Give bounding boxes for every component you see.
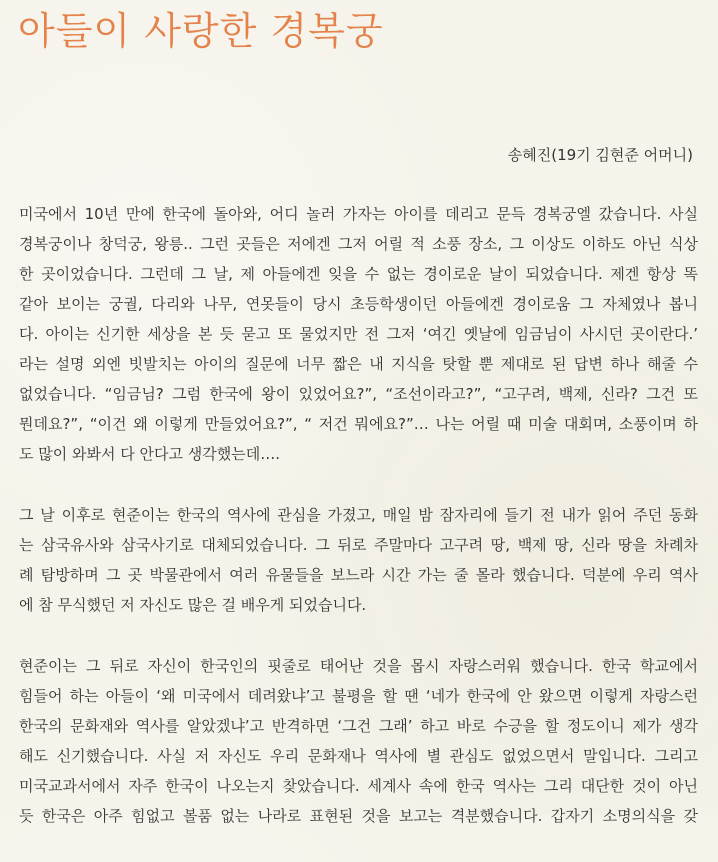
- paragraph-line: 라는 설명 외엔 빗발치는 아이의 질문에 너무 짧은 내 지식을 탓할 뿐 제대로 된 답변 하나 해줄 수: [19, 355, 698, 373]
- author-byline: 송혜진(19기 김현준 어머니): [507, 146, 693, 164]
- paragraph-line: 한국의 문화재와 역사를 알았겠냐’고 반격하면 ‘그건 그래’ 하고 바로 수긍을 할 정도이니 제가 생각: [19, 717, 698, 735]
- paragraph-line: 다. 아이는 신기한 세상을 본 듯 묻고 또 물었지만 전 그저 ‘여긴 옛날에 임금님이 사시던 곳이란다.’: [19, 325, 698, 343]
- paragraph-line: 경복궁이나 창덕궁, 왕릉.. 그런 곳들은 저에겐 그저 어릴 적 소풍 장소, 그 이상도 이하도 아닌 식상: [19, 235, 698, 253]
- paragraph-1: [19, 199, 698, 469]
- paragraph-2: [19, 500, 698, 620]
- paragraph-line: 한 곳이었습니다. 그런데 그 날, 제 아들에겐 잊을 수 없는 경이로운 날이 되었습니다. 제겐 항상 똑: [19, 265, 698, 283]
- paragraph-line: 그 날 이후로 현준이는 한국의 역사에 관심을 가졌고, 매일 밤 잠자리에 들기 전 내가 읽어 주던 동화: [19, 506, 698, 524]
- paragraph-line: 는 삼국유사와 삼국사기로 대체되었습니다. 그 뒤로 주말마다 고구려 땅, 백제 땅, 신라 땅을 차례차: [19, 536, 698, 554]
- paragraph-line: 해도 신기했습니다. 사실 저 자신도 우리 문화재나 역사에 별 관심도 없었으면서 말입니다. 그리고: [19, 747, 698, 765]
- paragraph-3: [19, 651, 698, 831]
- paragraph-line: 미국에서 10년 만에 한국에 돌아와, 어디 놀러 가자는 아이를 데리고 문득 경복궁엘 갔습니다. 사실: [19, 205, 698, 223]
- paragraph-line: 미국교과서에서 자주 한국이 나오는지 찾았습니다. 세계사 속에 한국 역사는 그리 대단한 것이 아닌: [19, 777, 698, 795]
- paragraph-line: 도 많이 와봐서 다 안다고 생각했는데….: [19, 445, 280, 463]
- paragraph-line: 뭔데요?”, “이건 왜 이렇게 만들었어요?”, “ 저건 뭐에요?”… 나는 어릴 때 미술 대회며, 소풍이며 하: [19, 415, 698, 433]
- paragraph-line: 같아 보이는 궁궐, 다리와 나무, 연못들이 당시 초등학생이던 아들에겐 경이로움 그 자체였나 봅니: [19, 295, 698, 313]
- paragraph-line: 없었습니다. “임금님? 그럼 한국에 왕이 있었어요?”, “조선이라고?”, “고구려, 백제, 신라? 그건 또: [19, 385, 698, 403]
- article-title: 아들이 사랑한 경복궁: [18, 9, 384, 53]
- paragraph-line: 힘들어 하는 아들이 ‘왜 미국에서 데려왔냐’고 불평을 할 땐 ‘네가 한국에 안 왔으면 이렇게 자랑스런: [19, 687, 698, 705]
- paragraph-line: 듯 한국은 아주 힘없고 볼품 없는 나라로 표현된 것을 보고는 격분했습니다. 갑자기 소명의식을 갖: [19, 807, 698, 825]
- paragraph-line: 현준이는 그 뒤로 자신이 한국인의 핏줄로 태어난 것을 몹시 자랑스러워 했습니다. 한국 학교에서: [19, 657, 698, 675]
- paragraph-line: 례 탐방하며 그 곳 박물관에서 여러 유물들을 보느라 시간 가는 줄 몰라 했습니다. 덕분에 우리 역사: [19, 566, 698, 584]
- article-body: [19, 199, 698, 862]
- paragraph-line: 에 참 무식했던 저 자신도 많은 걸 배우게 되었습니다.: [19, 596, 367, 614]
